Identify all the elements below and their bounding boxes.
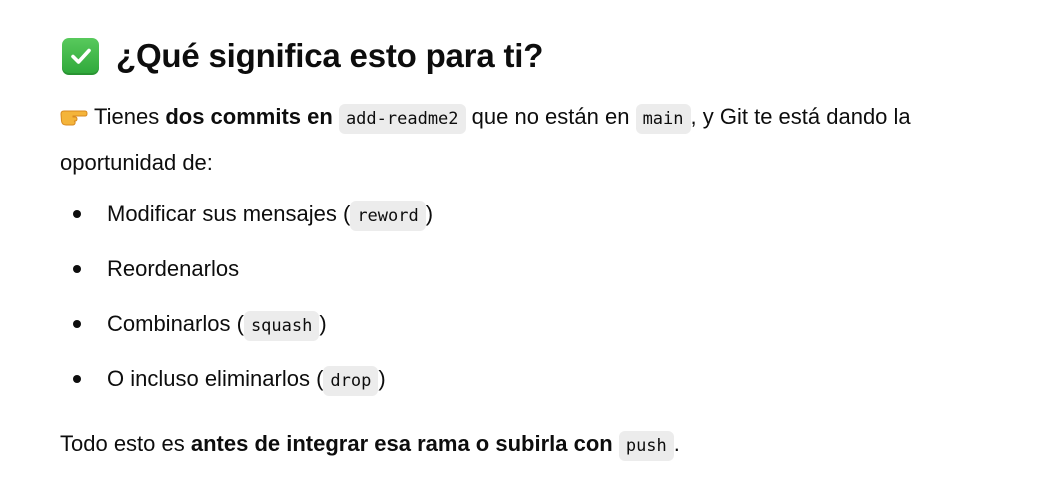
heading-text: ¿Qué significa esto para ti? — [116, 37, 544, 74]
code-branch-add-readme2: add-readme2 — [339, 104, 466, 134]
bullet — [73, 265, 81, 273]
intro-text-3: , y Git te está dando la oportunidad de: — [60, 104, 911, 175]
intro-paragraph — [60, 95, 1000, 184]
check-mark-button-icon — [62, 38, 99, 75]
intro-text-2: que no están en — [465, 104, 636, 129]
code-drop: drop — [323, 366, 378, 396]
code-push: push — [619, 431, 674, 461]
bullet — [73, 210, 81, 218]
footer-paragraph — [60, 422, 1000, 468]
options-list — [60, 192, 433, 412]
list-item-suffix: ) — [378, 366, 386, 391]
list-item-drop — [60, 357, 433, 412]
list-item-text: O incluso eliminarlos ( — [107, 366, 324, 391]
bullet — [73, 320, 81, 328]
code-main: main — [636, 104, 691, 134]
list-item-text: Modificar sus mensajes ( — [107, 201, 351, 226]
list-item-suffix: ) — [319, 311, 327, 336]
footer-space — [613, 431, 619, 456]
intro-text-1: Tienes — [94, 104, 166, 129]
code-reword: reword — [350, 201, 425, 231]
pointing-hand-icon — [60, 104, 88, 128]
section-heading — [62, 30, 543, 82]
list-item-squash — [60, 302, 433, 357]
list-item-text: Combinarlos ( — [107, 311, 244, 336]
list-item-reword — [60, 192, 433, 247]
list-item-suffix: ) — [425, 201, 434, 226]
code-squash: squash — [244, 311, 319, 341]
list-item-text: Reordenarlos — [107, 256, 240, 281]
footer-bold: antes de integrar esa rama o subirla con — [190, 431, 613, 456]
list-item-reorder — [60, 247, 433, 302]
footer-text-2: . — [673, 431, 680, 456]
footer-text-1: Todo esto es — [60, 431, 191, 456]
intro-bold: dos commits en — [165, 104, 333, 129]
bullet — [73, 375, 81, 383]
